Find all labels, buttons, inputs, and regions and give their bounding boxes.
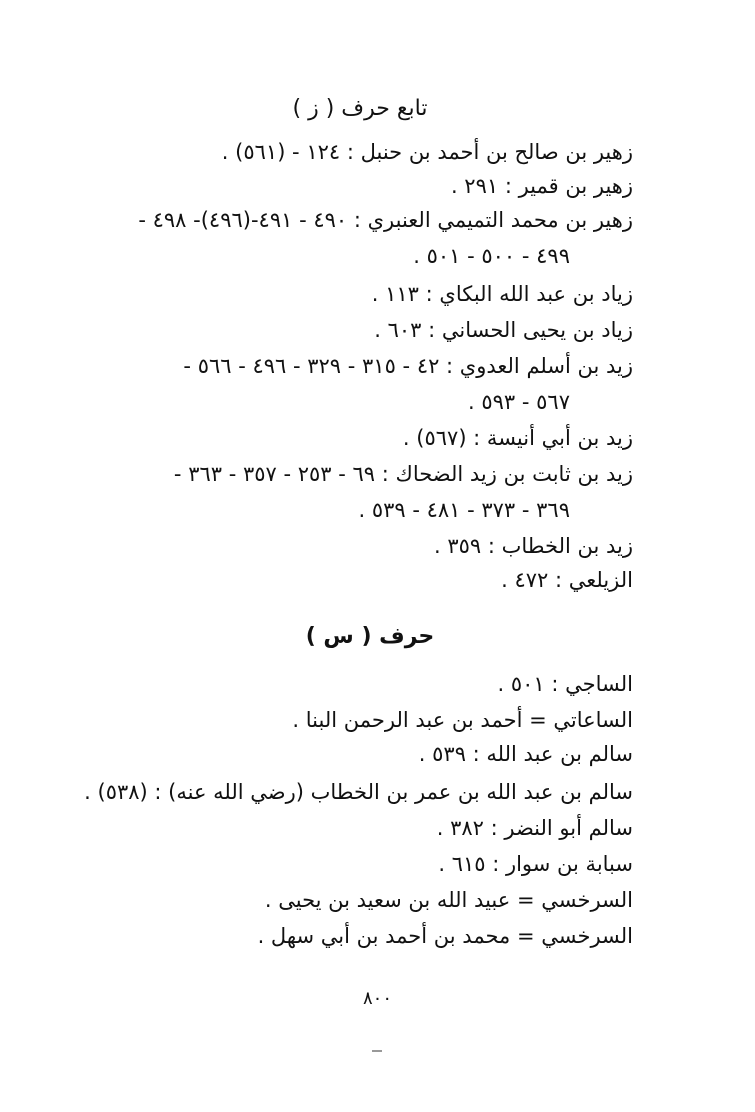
index-entry: سالم بن عبد الله : ٥٣٩ . — [418, 742, 633, 766]
index-entry: الزيلعي : ٤٧٢ . — [501, 568, 633, 592]
section-z-title: تابع حرف ( ز ) — [292, 96, 428, 121]
index-entry: الساعاتي = أحمد بن عبد الرحمن البنا . — [292, 708, 633, 732]
index-entry: الساجي : ٥٠١ . — [497, 672, 633, 696]
index-entry: زهير بن قمير : ٢٩١ . — [450, 174, 633, 198]
index-entry: زيد بن أسلم العدوي : ٤٢ - ٣١٥ - ٣٢٩ - ٤٩٦ - ٥٦٦ - — [183, 354, 633, 378]
index-entry: زهير بن محمد التميمي العنبري : ٤٩٠ - ٤٩١-(٤٩٦)- ٤٩٨ - — [138, 208, 633, 232]
index-entry: السرخسي = محمد بن أحمد بن أبي سهل . — [257, 924, 633, 948]
index-entry: سبابة بن سوار : ٦١٥ . — [438, 852, 633, 876]
index-entry: زياد بن عبد الله البكاي : ١١٣ . — [371, 282, 633, 306]
index-entry: زياد بن يحيى الحساني : ٦٠٣ . — [374, 318, 633, 342]
index-entry-continuation: ٥٦٧ - ٥٩٣ . — [468, 390, 570, 414]
page-number: ٨٠٠ — [362, 988, 392, 1009]
index-entry: زيد بن الخطاب : ٣٥٩ . — [433, 534, 633, 558]
index-entry-continuation: ٣٦٩ - ٣٧٣ - ٤٨١ - ٥٣٩ . — [358, 498, 570, 522]
index-entry: زهير بن صالح بن أحمد بن حنبل : ١٢٤ - (٥٦١) . — [221, 140, 633, 164]
index-entry: سالم بن عبد الله بن عمر بن الخطاب (رضي الله عنه) : (٥٣٨) . — [84, 780, 633, 804]
index-entry-continuation: ٤٩٩ - ٥٠٠ - ٥٠١ . — [413, 244, 570, 268]
section-s-title: حرف ( س ) — [305, 624, 435, 649]
index-entry: زيد بن أبي أنيسة : (٥٦٧) . — [402, 426, 633, 450]
index-entry: سالم أبو النضر : ٣٨٢ . — [436, 816, 633, 840]
index-entry: زيد بن ثابت بن زيد الضحاك : ٦٩ - ٢٥٣ - ٣٥٧ - ٣٦٣ - — [173, 462, 633, 486]
scan-speck — [372, 1050, 382, 1052]
index-entry: السرخسي = عبيد الله بن سعيد بن يحيى . — [264, 888, 633, 912]
